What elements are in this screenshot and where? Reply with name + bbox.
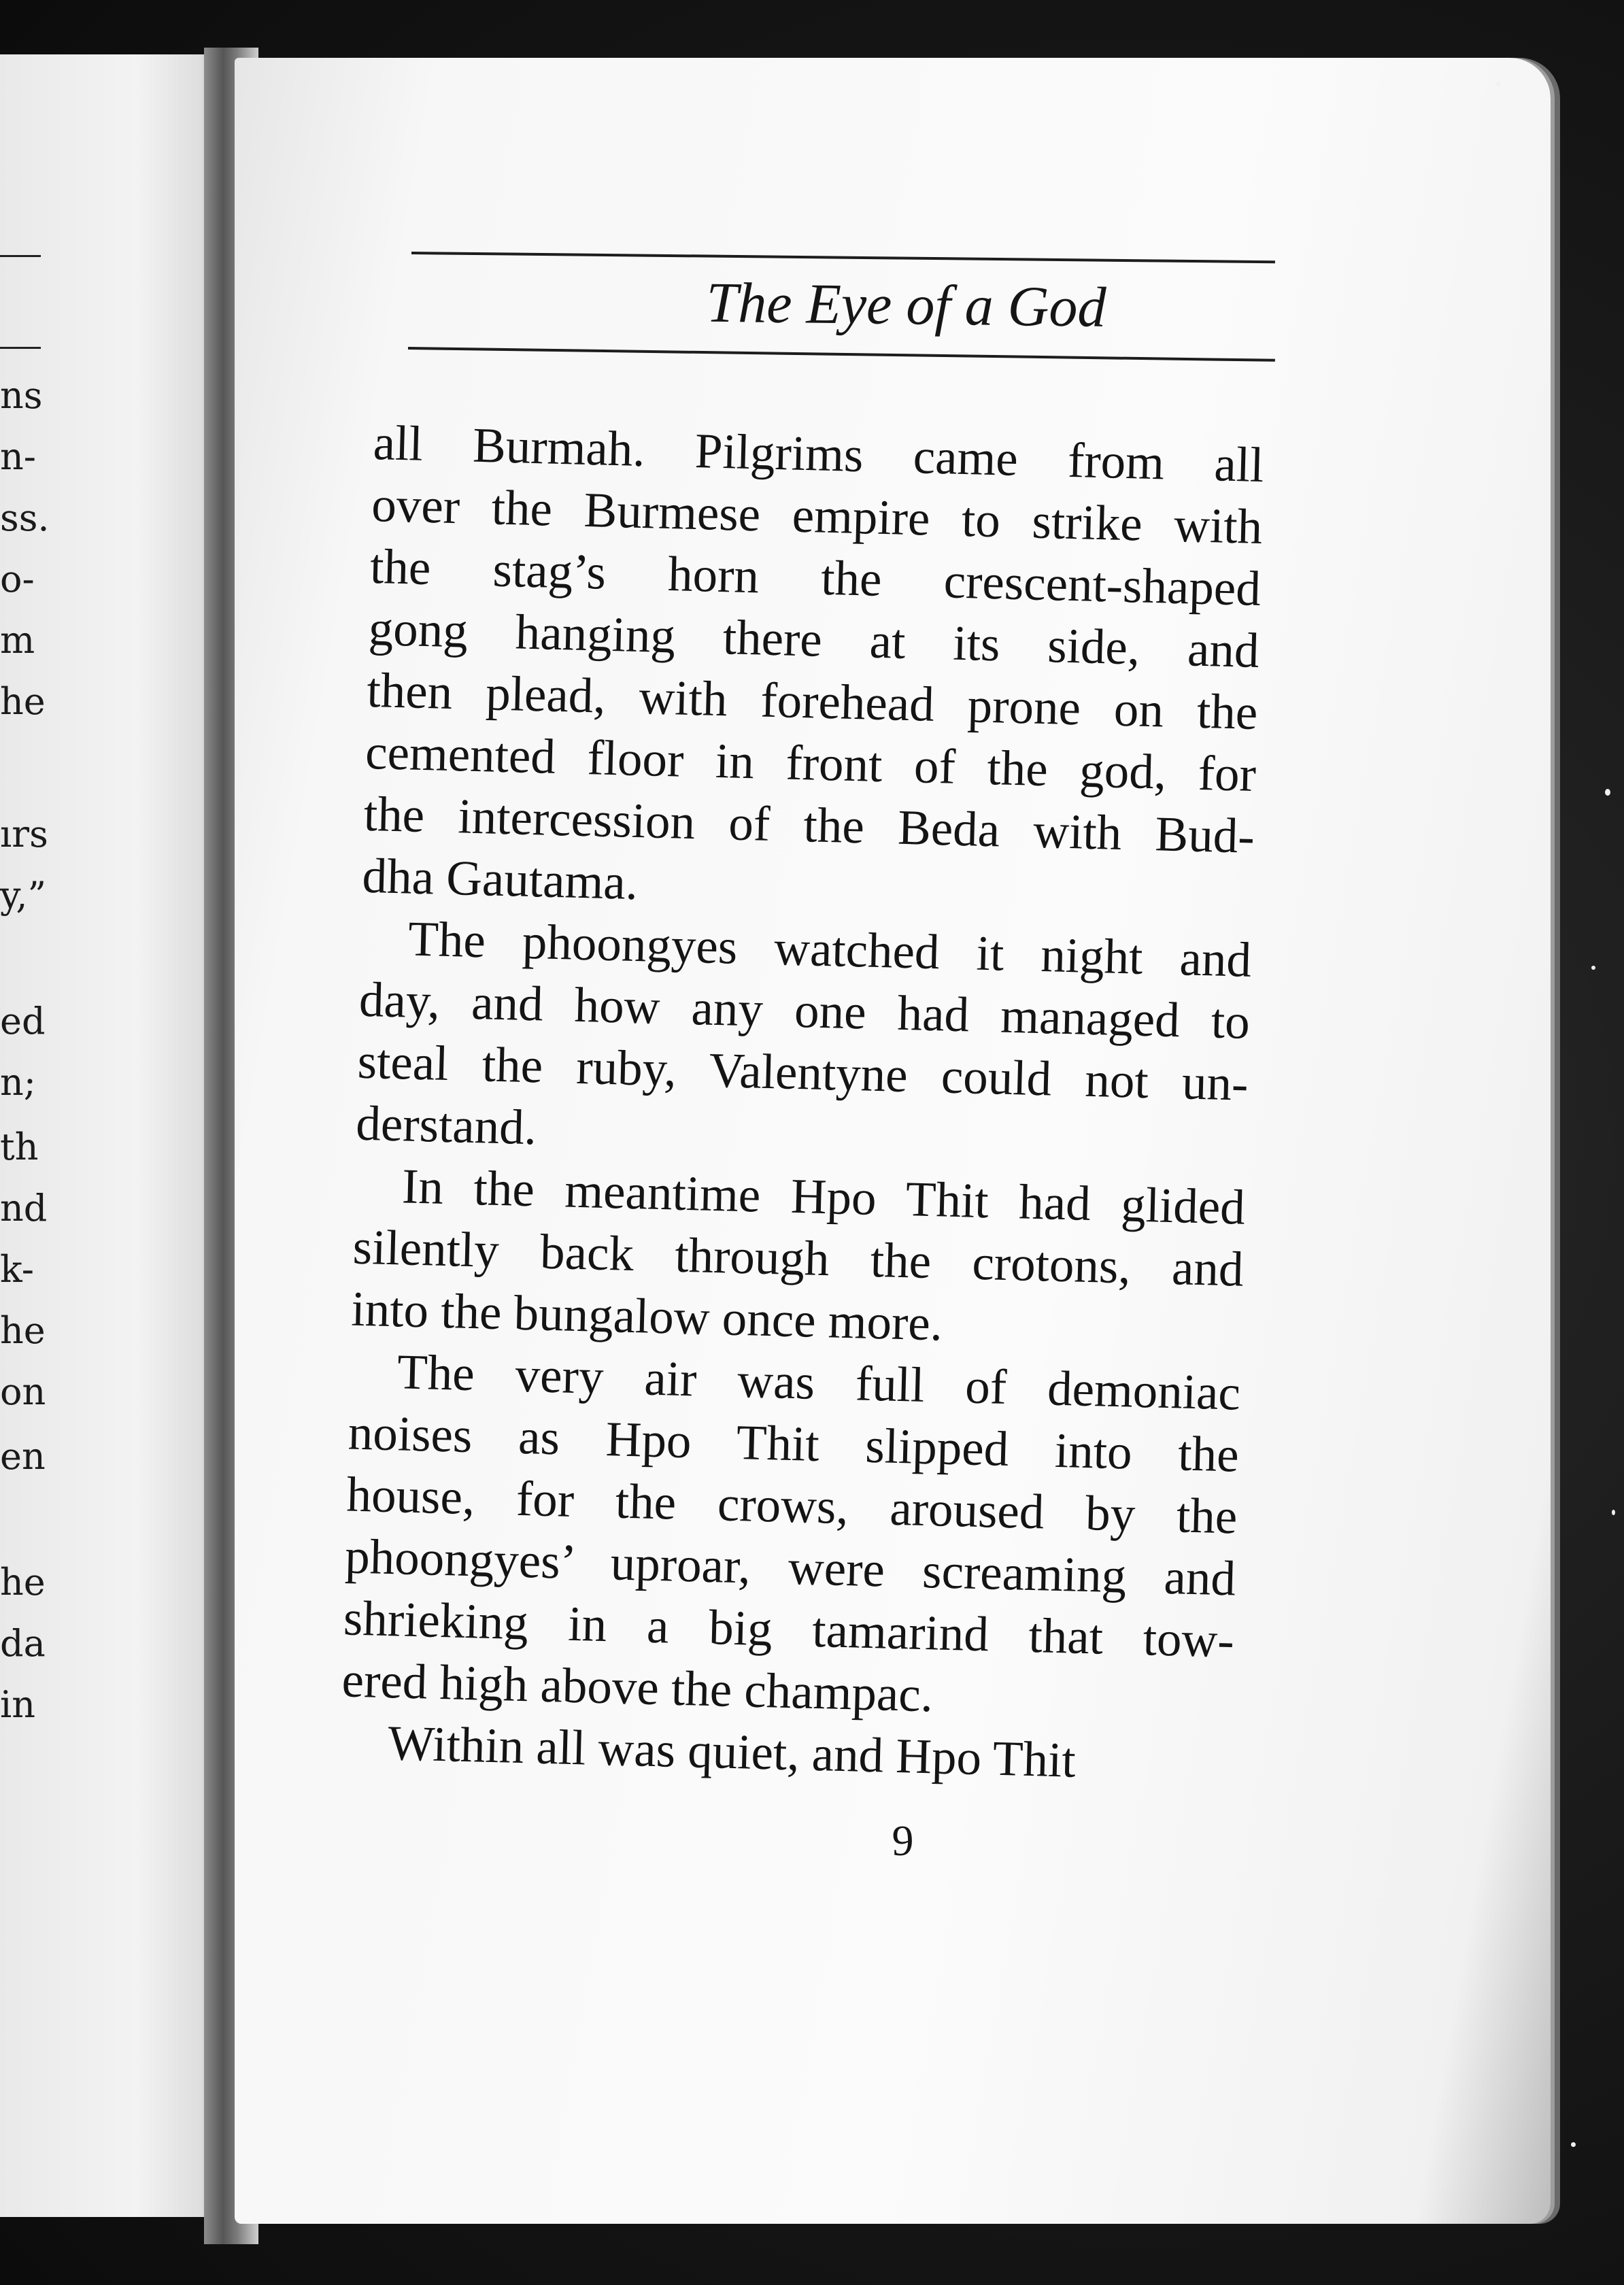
previous-page-line-fragment: he (0, 1561, 46, 1604)
text-line: then plead, with forehead prone on the (366, 662, 1259, 741)
text-line: dha Gautama. (361, 847, 639, 911)
text-line: ered high above the champac. (341, 1652, 934, 1723)
text-line: The phoongyes watched it night and (407, 911, 1253, 987)
text-line: Within all was quiet, and Hpo Thit (387, 1715, 1077, 1788)
previous-page-line-fragment: m (0, 619, 35, 662)
text-line: In the meantime Hpo Thit had glided (401, 1158, 1246, 1235)
previous-page-line-fragment: k- (0, 1248, 35, 1291)
previous-page-line-fragment: n; (0, 1061, 36, 1104)
previous-page-line-fragment: ns (0, 374, 43, 417)
text-line: steal the ruby, Valentyne could not un- (356, 1033, 1249, 1111)
previous-page-text-fragments (0, 54, 228, 2217)
text-line: The very air was full of demoniac (396, 1344, 1241, 1421)
paragraph (355, 907, 1252, 1177)
previous-page-line-fragment: y,” (0, 874, 47, 917)
paragraph (350, 1154, 1245, 1362)
film-speck (1571, 2142, 1576, 2147)
paragraph (341, 1340, 1241, 1733)
film-speck (1612, 1510, 1615, 1515)
text-line: day, and how any one had managed to (358, 971, 1251, 1049)
text-line: phoongyes’ uproar, were screaming and (344, 1528, 1237, 1606)
book-page (235, 58, 1551, 2224)
running-head: The Eye of a God (705, 271, 1106, 339)
text-line: derstand. (355, 1095, 538, 1155)
previous-page-line-fragment: he (0, 1309, 46, 1352)
text-line: the stag’s horn the crescent-shaped (369, 538, 1262, 617)
previous-page-line-fragment: on (0, 1370, 46, 1413)
header-rule-top (411, 252, 1275, 263)
previous-page-line-fragment: th (0, 1125, 39, 1168)
header-rule-bottom (408, 347, 1275, 362)
text-line: house, for the crows, aroused by the (345, 1466, 1238, 1544)
film-speck (1496, 82, 1500, 86)
text-line: cemented floor in front of the god, for (365, 724, 1257, 802)
film-speck (1591, 966, 1595, 970)
text-line: the intercession of the Beda with Bud- (363, 785, 1255, 864)
text-line: gong hanging there at its side, and (367, 600, 1260, 679)
text-line: silently back through the crotons, and (352, 1219, 1245, 1297)
paragraph (362, 411, 1265, 929)
text-line: into the bungalow once more. (350, 1281, 944, 1351)
text-line: noises as Hpo Thit slipped into the (347, 1404, 1240, 1483)
previous-page-line-fragment: n- (0, 435, 37, 478)
previous-page-line-fragment: ed (0, 1000, 46, 1043)
body-text (339, 411, 1264, 1795)
previous-page-line-fragment: in (0, 1683, 36, 1726)
previous-page-line-fragment: ss. (0, 496, 50, 539)
text-line: over the Burmese empire to strike with (371, 476, 1264, 555)
previous-page-line-fragment: da (0, 1622, 46, 1665)
previous-page-line-fragment: he (0, 680, 46, 723)
previous-page-line-fragment: ırs (0, 813, 48, 856)
text-line: shrieking in a big tamarind that tow- (343, 1590, 1235, 1668)
text-line: all Burmah. Pilgrims came from all (372, 414, 1265, 493)
page-number: 9 (892, 1816, 914, 1865)
previous-page-line-fragment: o- (0, 558, 35, 600)
previous-page (0, 54, 228, 2217)
previous-page-line-fragment: nd (0, 1187, 48, 1230)
previous-page-line-fragment: en (0, 1435, 46, 1478)
film-speck (1605, 789, 1610, 796)
